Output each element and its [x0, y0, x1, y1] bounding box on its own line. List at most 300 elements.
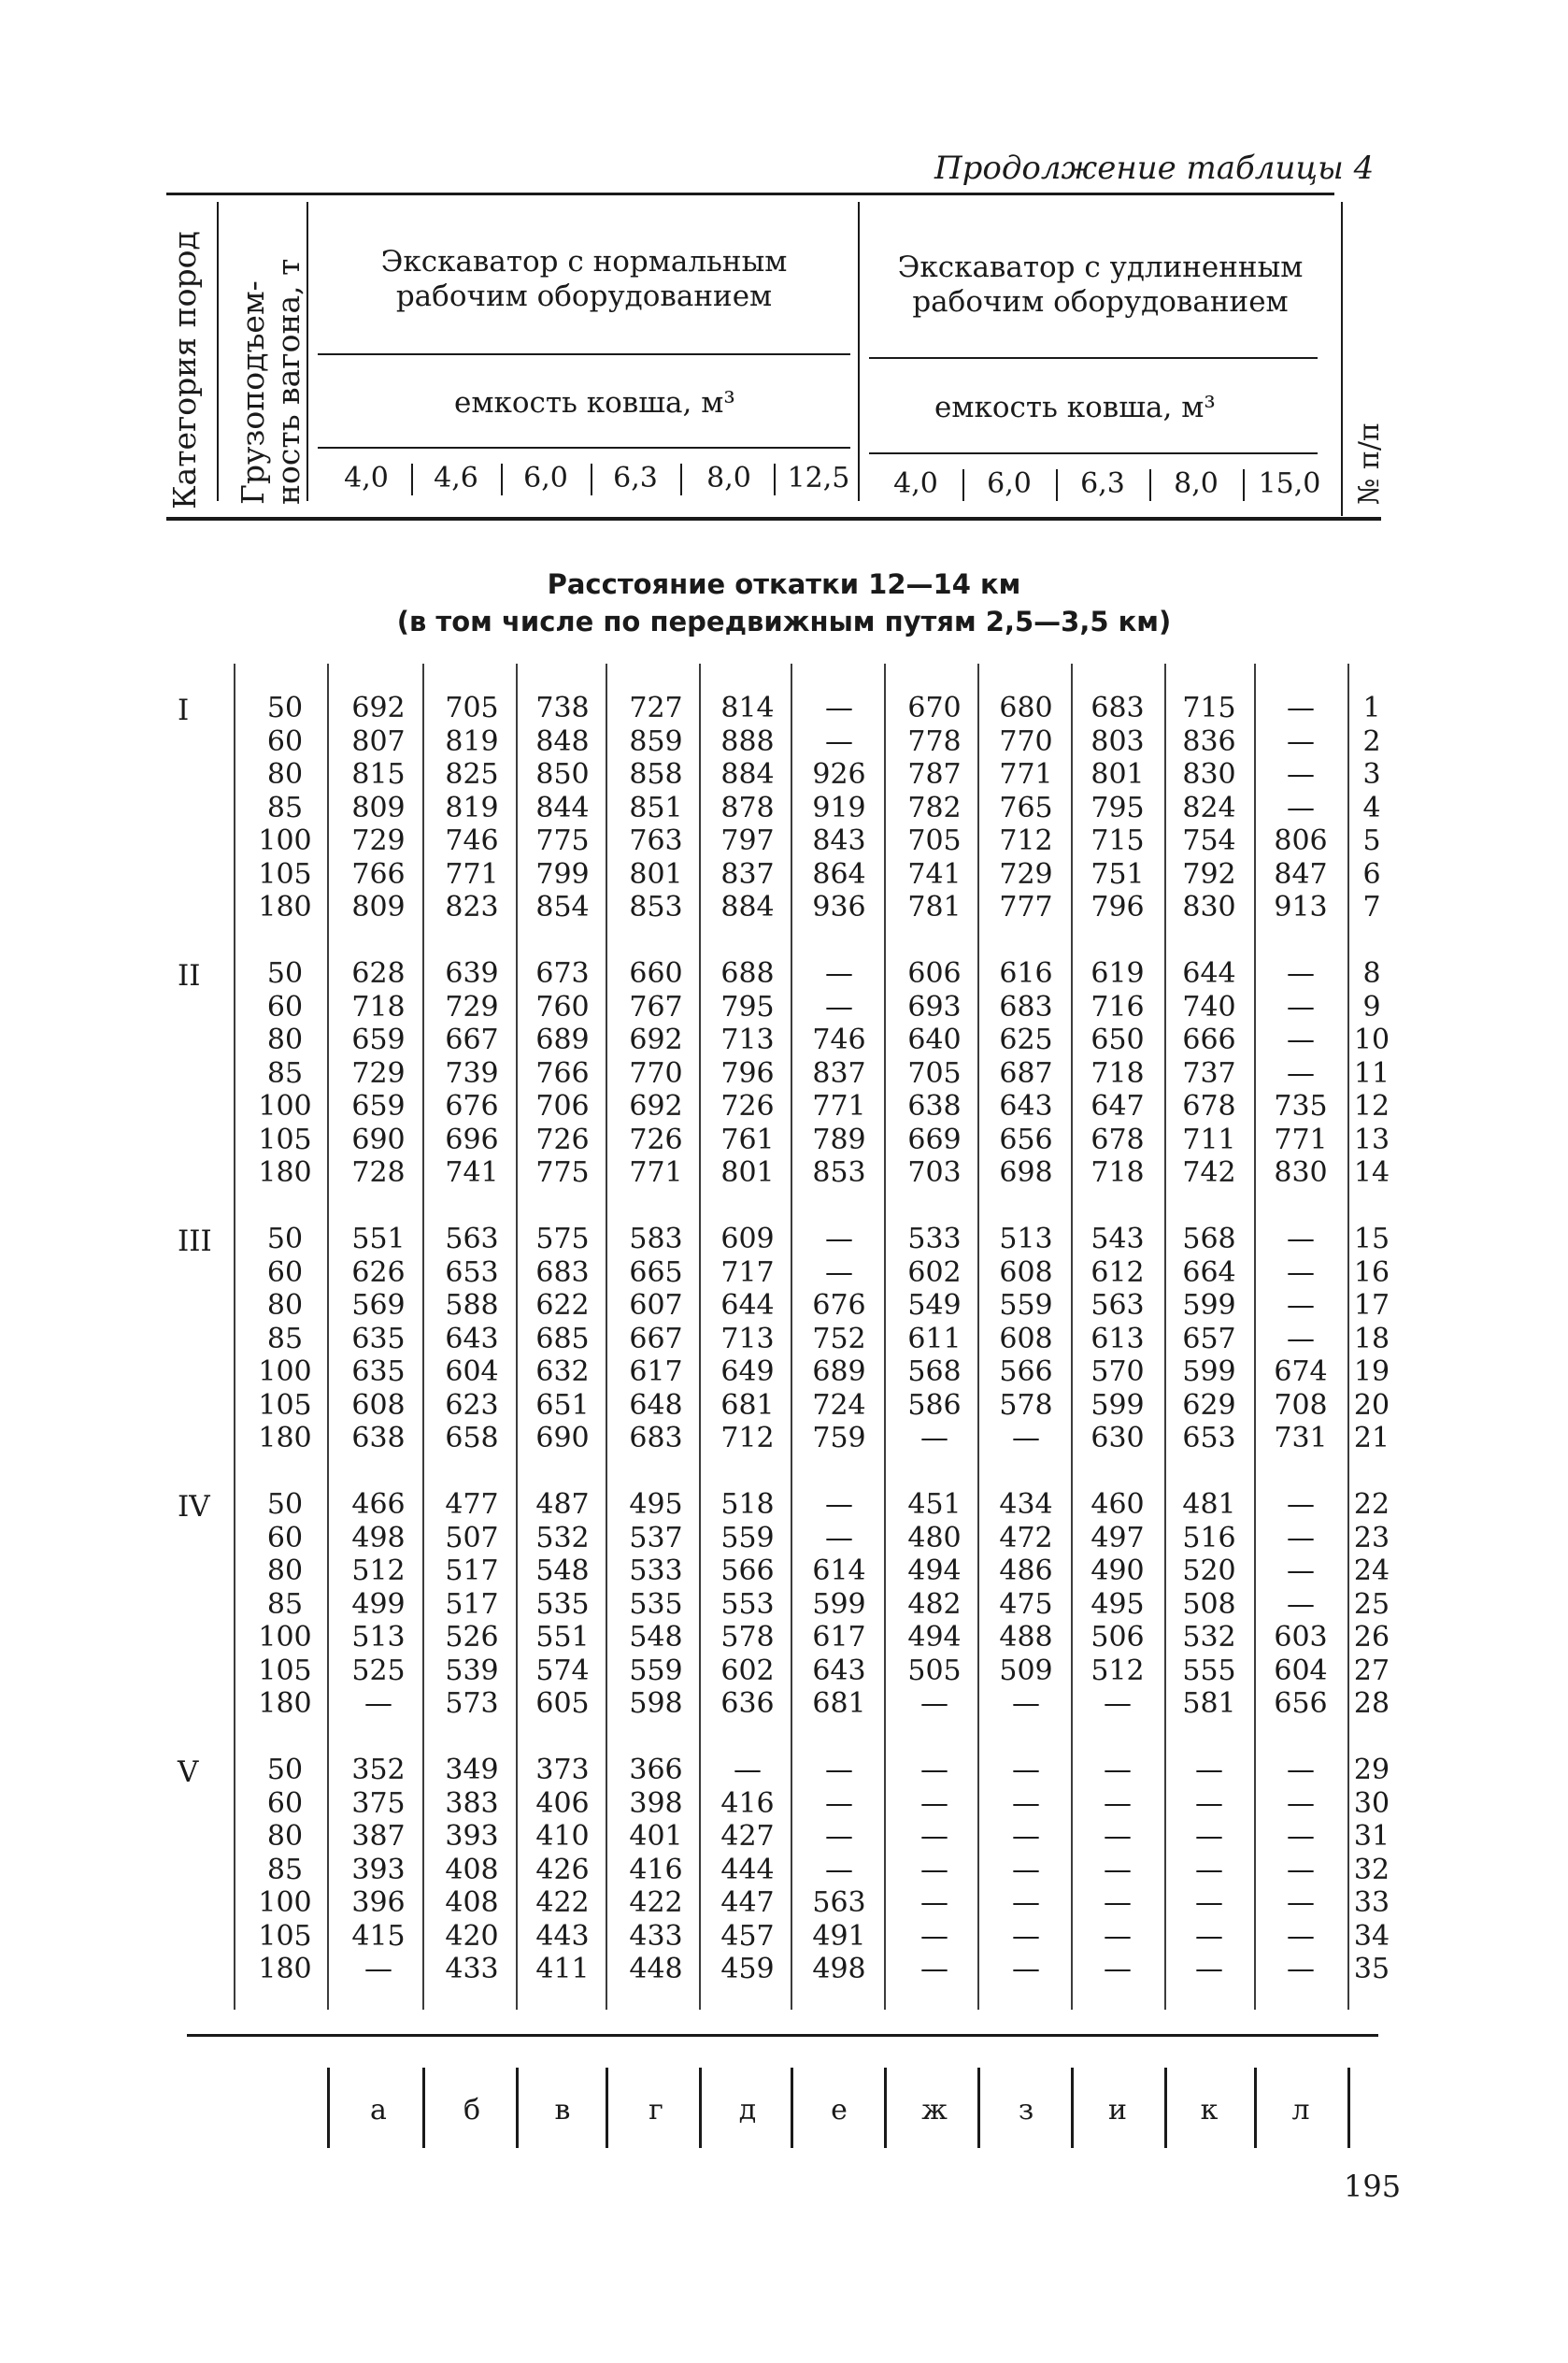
capacity-separator — [501, 464, 503, 495]
value-cell: 622 — [535, 1289, 590, 1322]
value-cell: 533 — [629, 1554, 683, 1587]
row-number-cell: 2 — [1362, 724, 1381, 758]
value-cell: — — [1104, 1754, 1132, 1786]
value-cell: 888 — [720, 724, 775, 758]
rock-category: V — [178, 1755, 199, 1789]
value-cell: — — [1287, 1521, 1315, 1554]
value-cell: 712 — [720, 1422, 775, 1454]
table-row — [0, 1522, 1568, 1554]
value-cell: 644 — [720, 1289, 775, 1322]
value-cell: 693 — [907, 990, 962, 1024]
value-cell: 936 — [812, 891, 866, 924]
value-cell: 727 — [629, 692, 683, 724]
value-cell: — — [1195, 1820, 1223, 1853]
value-cell: 433 — [445, 1953, 499, 1985]
value-cell: 608 — [999, 1255, 1053, 1289]
wagon-capacity-cell: 60 — [266, 1521, 304, 1554]
column-letter: д — [738, 2094, 757, 2127]
row-number-cell: 13 — [1353, 1123, 1390, 1156]
value-cell: 659 — [351, 1090, 406, 1123]
row-number-cell: 7 — [1362, 891, 1381, 924]
table-row — [0, 1787, 1568, 1820]
value-cell: — — [1012, 1953, 1040, 1985]
value-cell: 718 — [1090, 1156, 1145, 1189]
wagon-capacity-cell: 180 — [258, 1953, 312, 1985]
value-cell: 754 — [1182, 824, 1236, 857]
extended-group-rule — [869, 357, 1318, 359]
normal-capacity-rule — [318, 447, 850, 449]
value-cell: 801 — [720, 1156, 775, 1189]
value-cell: — — [920, 1853, 948, 1886]
wagon-capacity-cell: 100 — [258, 1090, 312, 1123]
value-cell: 787 — [907, 758, 962, 791]
wagon-capacity-cell: 105 — [258, 857, 312, 891]
value-cell: 487 — [535, 1488, 590, 1521]
value-cell: 513 — [999, 1223, 1053, 1255]
value-cell: 602 — [907, 1255, 962, 1289]
footer-separator — [791, 2068, 793, 2148]
row-number-cell: 8 — [1362, 957, 1381, 990]
table-row — [0, 692, 1568, 724]
value-cell: 375 — [351, 1786, 406, 1820]
value-cell: — — [920, 1786, 948, 1820]
wagon-capacity-cell: 180 — [258, 1687, 312, 1720]
value-cell: 711 — [1182, 1123, 1236, 1156]
value-cell: 665 — [629, 1255, 683, 1289]
value-cell: 667 — [629, 1322, 683, 1355]
value-cell: 657 — [1182, 1322, 1236, 1355]
value-cell: — — [1104, 1853, 1132, 1886]
wagon-capacity-cell: 60 — [266, 724, 304, 758]
value-cell: 766 — [351, 857, 406, 891]
table-row — [0, 1124, 1568, 1156]
value-cell: 526 — [445, 1621, 499, 1654]
value-cell: 676 — [445, 1090, 499, 1123]
value-cell: 763 — [629, 824, 683, 857]
value-cell: — — [1287, 1786, 1315, 1820]
column-letter: е — [831, 2094, 848, 2127]
footer-separator — [1347, 2068, 1350, 2148]
row-number-cell: 1 — [1362, 692, 1381, 724]
value-cell: — — [364, 1687, 392, 1720]
column-letter: з — [1018, 2094, 1034, 2127]
table-row — [0, 1920, 1568, 1953]
value-cell: 553 — [720, 1587, 775, 1621]
value-cell: — — [1104, 1820, 1132, 1853]
value-cell: 687 — [999, 1056, 1053, 1090]
value-cell: 617 — [812, 1621, 866, 1654]
value-cell: 729 — [445, 990, 499, 1024]
value-cell: 648 — [629, 1388, 683, 1422]
wagon-capacity-cell: 80 — [266, 758, 304, 791]
value-cell: 537 — [629, 1521, 683, 1554]
value-cell: 472 — [999, 1521, 1053, 1554]
value-cell: 499 — [351, 1587, 406, 1621]
value-cell: 775 — [535, 1156, 590, 1189]
value-cell: 824 — [1182, 791, 1236, 824]
footer-separator — [327, 2068, 330, 2148]
value-cell: — — [825, 1521, 853, 1554]
footer-separator — [1071, 2068, 1074, 2148]
value-cell: 490 — [1090, 1554, 1145, 1587]
value-cell: 656 — [1274, 1687, 1328, 1720]
value-cell: 559 — [720, 1521, 775, 1554]
value-cell: — — [1287, 1820, 1315, 1853]
table-row — [0, 1554, 1568, 1587]
value-cell: — — [734, 1754, 762, 1786]
column-letter: л — [1291, 2094, 1310, 2127]
row-number-cell: 34 — [1353, 1919, 1390, 1953]
value-cell: 498 — [812, 1953, 866, 1985]
value-cell: 512 — [351, 1554, 406, 1587]
value-cell: 635 — [351, 1322, 406, 1355]
value-cell: 482 — [907, 1587, 962, 1621]
header-divider-3 — [858, 202, 860, 501]
row-number-cell: 32 — [1353, 1853, 1390, 1886]
value-cell: 771 — [629, 1156, 683, 1189]
wagon-capacity-cell: 80 — [266, 1820, 304, 1853]
rock-category: III — [178, 1224, 212, 1258]
value-cell: 647 — [1090, 1090, 1145, 1123]
wagon-capacity-cell: 105 — [258, 1388, 312, 1422]
value-cell: 630 — [1090, 1422, 1145, 1454]
value-cell: 517 — [445, 1554, 499, 1587]
wagon-capacity-cell: 80 — [266, 1554, 304, 1587]
value-cell: — — [825, 1223, 853, 1255]
capacity-separator — [774, 464, 776, 495]
value-cell: 644 — [1182, 957, 1236, 990]
value-cell: — — [1287, 724, 1315, 758]
wagon-capacity-cell: 105 — [258, 1123, 312, 1156]
value-cell: 670 — [907, 692, 962, 724]
value-cell: 724 — [812, 1388, 866, 1422]
normal-bucket-capacity: 12,5 — [787, 462, 850, 494]
value-cell: 609 — [720, 1223, 775, 1255]
value-cell: 551 — [535, 1621, 590, 1654]
value-cell: 844 — [535, 791, 590, 824]
value-cell: 494 — [907, 1621, 962, 1654]
value-cell: 427 — [720, 1820, 775, 1853]
value-cell: 532 — [535, 1521, 590, 1554]
wagon-capacity-cell: 100 — [258, 1886, 312, 1919]
value-cell: 854 — [535, 891, 590, 924]
value-cell: 401 — [629, 1820, 683, 1853]
row-number-cell: 5 — [1362, 824, 1381, 857]
value-cell: — — [920, 1820, 948, 1853]
value-cell: 574 — [535, 1654, 590, 1687]
table-row — [0, 1156, 1568, 1189]
value-cell: 853 — [629, 891, 683, 924]
value-cell: — — [825, 1255, 853, 1289]
value-cell: — — [825, 957, 853, 990]
value-cell: 495 — [629, 1488, 683, 1521]
value-cell: 726 — [629, 1123, 683, 1156]
value-cell: 795 — [720, 990, 775, 1024]
normal-bucket-capacity: 6,0 — [523, 462, 568, 494]
row-number-cell: 12 — [1353, 1090, 1390, 1123]
value-cell: 549 — [907, 1289, 962, 1322]
value-cell: — — [1012, 1853, 1040, 1886]
row-number-cell: 6 — [1362, 857, 1381, 891]
row-number-header: № п/п — [1353, 422, 1386, 505]
header-bottom-rule — [166, 517, 1381, 521]
value-cell: — — [1287, 758, 1315, 791]
value-cell: 568 — [1182, 1223, 1236, 1255]
row-number-cell: 19 — [1353, 1355, 1390, 1388]
value-cell: 778 — [907, 724, 962, 758]
wagon-capacity-cell: 85 — [266, 1322, 304, 1355]
wagon-capacity-cell: 50 — [266, 957, 304, 990]
row-number-cell: 9 — [1362, 990, 1381, 1024]
value-cell: — — [1104, 1953, 1132, 1985]
table-row — [0, 991, 1568, 1024]
value-cell: 688 — [720, 957, 775, 990]
row-number-cell: 26 — [1353, 1621, 1390, 1654]
value-cell: — — [364, 1953, 392, 1985]
value-cell: 605 — [535, 1687, 590, 1720]
value-cell: 771 — [1274, 1123, 1328, 1156]
value-cell: 373 — [535, 1754, 590, 1786]
normal-bucket-capacity: 6,3 — [613, 462, 658, 494]
table-row — [0, 1389, 1568, 1422]
value-cell: 497 — [1090, 1521, 1145, 1554]
value-cell: 578 — [999, 1388, 1053, 1422]
value-cell: — — [920, 1919, 948, 1953]
value-cell: 801 — [629, 857, 683, 891]
table-row — [0, 858, 1568, 891]
value-cell: 848 — [535, 724, 590, 758]
value-cell: 681 — [720, 1388, 775, 1422]
table-row — [0, 1223, 1568, 1255]
value-cell: 625 — [999, 1024, 1053, 1056]
value-cell: 611 — [907, 1322, 962, 1355]
value-cell: 415 — [351, 1919, 406, 1953]
column-letter: в — [554, 2094, 571, 2127]
value-cell: 729 — [999, 857, 1053, 891]
value-cell: 761 — [720, 1123, 775, 1156]
value-cell: 628 — [351, 957, 406, 990]
value-cell: 563 — [445, 1223, 499, 1255]
value-cell: 683 — [535, 1255, 590, 1289]
value-cell: — — [1287, 791, 1315, 824]
rock-category: II — [178, 959, 201, 993]
value-cell: 683 — [1090, 692, 1145, 724]
wagon-capacity-cell: 85 — [266, 1056, 304, 1090]
normal-bucket-capacity: 4,0 — [344, 462, 389, 494]
wagon-capacity-cell: 180 — [258, 1422, 312, 1454]
value-cell: 765 — [999, 791, 1053, 824]
value-cell: 480 — [907, 1521, 962, 1554]
table-row — [0, 1588, 1568, 1621]
value-cell: 669 — [907, 1123, 962, 1156]
value-cell: 616 — [999, 957, 1053, 990]
value-cell: 789 — [812, 1123, 866, 1156]
value-cell: 746 — [812, 1024, 866, 1056]
value-cell: 726 — [535, 1123, 590, 1156]
value-cell: — — [1287, 1056, 1315, 1090]
capacity-separator — [1243, 469, 1245, 501]
value-cell: — — [1104, 1886, 1132, 1919]
value-cell: 475 — [999, 1587, 1053, 1621]
value-cell: 548 — [535, 1554, 590, 1587]
row-number-cell: 14 — [1353, 1156, 1390, 1189]
value-cell: 859 — [629, 724, 683, 758]
rock-category: IV — [178, 1490, 210, 1524]
value-cell: 491 — [812, 1919, 866, 1953]
value-cell: 581 — [1182, 1687, 1236, 1720]
value-cell: 349 — [445, 1754, 499, 1786]
row-number-cell: 18 — [1353, 1322, 1390, 1355]
extended-capacity-rule — [869, 452, 1318, 454]
value-cell: 864 — [812, 857, 866, 891]
value-cell: 659 — [351, 1024, 406, 1056]
value-cell: 649 — [720, 1355, 775, 1388]
page-number: 195 — [1344, 2169, 1402, 2204]
value-cell: — — [1012, 1919, 1040, 1953]
value-cell: 656 — [999, 1123, 1053, 1156]
value-cell: 599 — [812, 1587, 866, 1621]
value-cell: 494 — [907, 1554, 962, 1587]
value-cell: 674 — [1274, 1355, 1328, 1388]
value-cell: 408 — [445, 1886, 499, 1919]
value-cell: 393 — [351, 1853, 406, 1886]
value-cell: 741 — [445, 1156, 499, 1189]
table-row — [0, 792, 1568, 824]
row-number-cell: 16 — [1353, 1255, 1390, 1289]
value-cell: — — [1287, 1255, 1315, 1289]
value-cell: 643 — [999, 1090, 1053, 1123]
value-cell: — — [1195, 1853, 1223, 1886]
value-cell: 815 — [351, 758, 406, 791]
value-cell: 416 — [720, 1786, 775, 1820]
value-cell: 599 — [1090, 1388, 1145, 1422]
value-cell: — — [1012, 1786, 1040, 1820]
table-row — [0, 1953, 1568, 1985]
value-cell: — — [1287, 1024, 1315, 1056]
value-cell: 466 — [351, 1488, 406, 1521]
column-letter: к — [1200, 2094, 1219, 2127]
value-cell: 884 — [720, 891, 775, 924]
value-cell: 457 — [720, 1919, 775, 1953]
value-cell: 830 — [1182, 758, 1236, 791]
value-cell: 775 — [535, 824, 590, 857]
wagon-capacity-cell: 100 — [258, 1621, 312, 1654]
value-cell: 760 — [535, 990, 590, 1024]
wagon-capacity-cell: 50 — [266, 692, 304, 724]
value-cell: 606 — [907, 957, 962, 990]
footer-separator — [1164, 2068, 1167, 2148]
row-number-cell: 17 — [1353, 1289, 1390, 1322]
value-cell: 878 — [720, 791, 775, 824]
normal-bucket-capacity: 4,6 — [434, 462, 478, 494]
row-number-cell: 11 — [1353, 1056, 1390, 1090]
footer-rule — [187, 2034, 1378, 2037]
value-cell: 566 — [999, 1355, 1053, 1388]
value-cell: 532 — [1182, 1621, 1236, 1654]
value-cell: 604 — [445, 1355, 499, 1388]
value-cell: 539 — [445, 1654, 499, 1687]
value-cell: 563 — [812, 1886, 866, 1919]
value-cell: 806 — [1274, 824, 1328, 857]
value-cell: 508 — [1182, 1587, 1236, 1621]
value-cell: — — [1287, 1919, 1315, 1953]
value-cell: 640 — [907, 1024, 962, 1056]
extended-bucket-capacity: 6,3 — [1080, 467, 1125, 500]
value-cell: 740 — [1182, 990, 1236, 1024]
row-number-cell: 25 — [1353, 1587, 1390, 1621]
value-cell: 676 — [812, 1289, 866, 1322]
value-cell: 506 — [1090, 1621, 1145, 1654]
column-letter: г — [649, 2094, 663, 2127]
value-cell: 847 — [1274, 857, 1328, 891]
value-cell: 623 — [445, 1388, 499, 1422]
value-cell: 767 — [629, 990, 683, 1024]
footer-separator — [884, 2068, 887, 2148]
value-cell: — — [1287, 1322, 1315, 1355]
value-cell: 680 — [999, 692, 1053, 724]
value-cell: 573 — [445, 1687, 499, 1720]
value-cell: 525 — [351, 1654, 406, 1687]
value-cell: 387 — [351, 1820, 406, 1853]
value-cell: 598 — [629, 1687, 683, 1720]
header-divider-1 — [217, 202, 219, 501]
value-cell: 706 — [535, 1090, 590, 1123]
value-cell: 781 — [907, 891, 962, 924]
value-cell: 853 — [812, 1156, 866, 1189]
value-cell: 408 — [445, 1853, 499, 1886]
normal-equipment-title: Экскаватор с нормальным рабочим оборудованием — [380, 245, 788, 314]
footer-separator — [422, 2068, 425, 2148]
value-cell: 599 — [1182, 1355, 1236, 1388]
value-cell: — — [825, 1488, 853, 1521]
table-row — [0, 1886, 1568, 1919]
value-cell: — — [1012, 1422, 1040, 1454]
table-row — [0, 1024, 1568, 1056]
value-cell: 713 — [720, 1024, 775, 1056]
value-cell: 498 — [351, 1521, 406, 1554]
value-cell: 836 — [1182, 724, 1236, 758]
value-cell: 603 — [1274, 1621, 1328, 1654]
value-cell: 588 — [445, 1289, 499, 1322]
wagon-capacity-cell: 50 — [266, 1488, 304, 1521]
value-cell: 566 — [720, 1554, 775, 1587]
value-cell: 850 — [535, 758, 590, 791]
table-row — [0, 1820, 1568, 1853]
value-cell: — — [1195, 1953, 1223, 1985]
value-cell: 636 — [720, 1687, 775, 1720]
value-cell: 819 — [445, 791, 499, 824]
value-cell: 678 — [1182, 1090, 1236, 1123]
value-cell: 728 — [351, 1156, 406, 1189]
value-cell: — — [1195, 1919, 1223, 1953]
value-cell: 543 — [1090, 1223, 1145, 1255]
section-subtitle: (в том числе по передвижным путям 2,5—3,5 км) — [396, 606, 1172, 637]
value-cell: 635 — [351, 1355, 406, 1388]
value-cell: 913 — [1274, 891, 1328, 924]
extended-bucket-capacity: 6,0 — [987, 467, 1032, 500]
value-cell: 795 — [1090, 791, 1145, 824]
value-cell: — — [825, 1754, 853, 1786]
value-cell: 607 — [629, 1289, 683, 1322]
value-cell: 685 — [535, 1322, 590, 1355]
value-cell: 563 — [1090, 1289, 1145, 1322]
wagon-capacity-cell: 105 — [258, 1919, 312, 1953]
value-cell: — — [1287, 990, 1315, 1024]
table-row — [0, 1323, 1568, 1355]
value-cell: 653 — [1182, 1422, 1236, 1454]
value-cell: 639 — [445, 957, 499, 990]
value-cell: — — [1012, 1886, 1040, 1919]
